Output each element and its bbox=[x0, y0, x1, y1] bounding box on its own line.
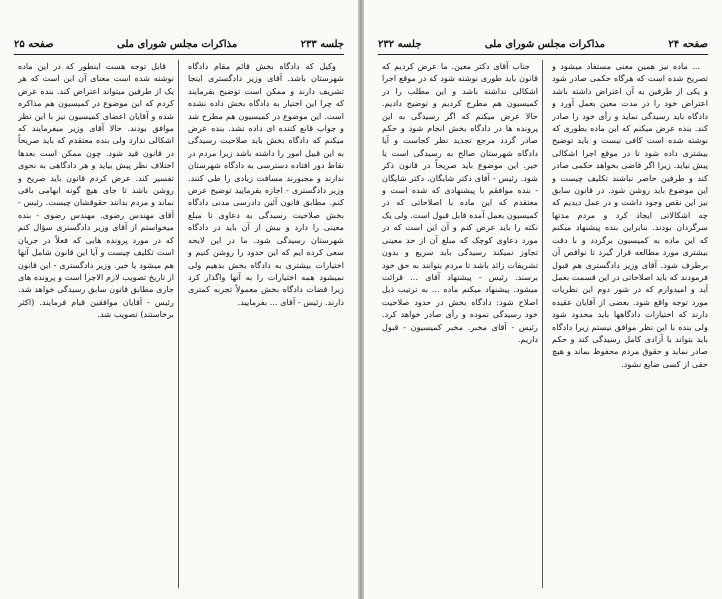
column-text: وکیل که دادگاه بخش قائم مقام دادگاه شهرستان باشد. آقای وزیر دادگستری اینجا تشریف دارند و ممکن است توضیح بفرمایند که چرا این اختیار به دادگاه بخش داده نشده است. این موضوع در کمیسیون هم مطرح شد و جواب قانع کننده ای داده نشد. بنده عرض میکنم که دادگاه بخش باید صلاحیت رسیدگی به این قبیل امور را داشته باشد زیرا مردم در نقاط دور افتاده دسترسی به دادگاه شهرستان ندارند و مجبورند مسافت زیادی را طی کنند. وزیر دادگستری - اجازه بفرمایید توضیح عرض کنم. مطابق قانون آئین دادرسی مدنی دادگاه بخش صلاحیت رسیدگی به دعاوی تا مبلغ معینی را دارد و بیش از آن باید در دادگاه شهرستان رسیدگی شود. ما در این لایحه سعی کرده ایم که این حدود را روشن کنیم و اختیارات بیشتری به دادگاه بخش بدهیم ولی نمیشود همه اختیارات را به آنها واگذار کرد زیرا قضات دادگاه بخش معمولاً تجربه کمتری دارند. رئیس - آقای ... بفرمایید. bbox=[188, 61, 344, 307]
header-rule bbox=[378, 54, 708, 55]
left-page bbox=[0, 0, 358, 599]
header-rule bbox=[14, 54, 344, 55]
text-column-left bbox=[382, 60, 538, 590]
column-text: قابل توجه هست اینطور که در این ماده نوشته شده است معنای آن این است که هر یک از طرفین میتواند اعتراض کند. بنده عرض کردم که این موضوع در کمیسیون هم مذاکره شده و آقایان اعضای کمیسیون نیز با این نظر موافق بودند. حالا آقای وزیر میفرمایند که اشکالی ندارد ولی بنده معتقدم که باید صریحاً در قانون قید شود. چون ممکن است بعدها اختلاف نظر پیش بیاید و هر دادگاهی به نحوی تفسیر کند. عرض کردم قانون باید صریح و روشن باشد تا جای هیچ گونه ابهامی باقی نماند و مردم بدانند حقوقشان چیست. رئیس - آقای مهندس رضوی. مهندس رضوی - بنده میخواستم از آقای وزیر دادگستری سؤال کنم که در مورد پرونده هایی که فعلاً در جریان است تکلیف چیست و آیا این قانون شامل آنها هم میشود یا خیر. وزیر دادگستری - این قانون از تاریخ تصویب لازم الاجرا است و پرونده های جاری مطابق قانون سابق رسیدگی خواهد شد. رئیس - آقایان موافقین قیام فرمایند. (اکثر برخاستند) تصویب شد. bbox=[18, 61, 174, 320]
right-page bbox=[364, 0, 722, 599]
column-text: جناب آقای دکتر معین. ما عرض کردیم که قانون باید طوری نوشته شود که در موقع اجرا اشکالی نداشته باشد و این مطلب را در کمیسیون هم مطرح کردیم و توضیح دادیم. حالا عرض میکنم که اگر رسیدگی به این پرونده ها در دادگاه بخش انجام شود و حکم صادر گردد مرجع تجدید نظر کجاست و آیا دادگاه شهرستان صالح به رسیدگی است یا خیر. این موضوع باید صریحاً در قانون ذکر شود. رئیس - آقای دکتر شایگان. دکتر شایگان - بنده موافقم با پیشنهادی که شده است و معتقدم که این ماده با اصلاحاتی که در کمیسیون بعمل آمده قابل قبول است. ولی یک نکته را باید عرض کنم و آن این است که در مورد دعاوی کوچک که مبلغ آن از حد معینی تجاوز نمیکند رسیدگی باید سریع و بدون تشریفات زائد باشد تا مردم بتوانند به حق خود برسند. رئیس - پیشنهاد آقای ... قرائت میشود. پیشنهاد میکنم ماده ... به ترتیب ذیل اصلاح شود: دادگاه بخش در حدود صلاحیت خود رسیدگی نموده و رأی صادر خواهد کرد. رئیس - آقای مخبر. مخبر کمیسیون - قبول داریم. bbox=[382, 61, 538, 344]
text-column-right bbox=[188, 60, 344, 590]
text-column-right bbox=[552, 60, 708, 590]
column-text: ... ماده نیز همین معنی مستفاد میشود و تصریح شده است که هرگاه حکمی صادر شود و یکی از طرفین به آن اعتراض داشته باشد اعتراض خود را در مدت معین بعمل آورد و دادگاه باید رسیدگی نماید و رأی خود را صادر کند. بنده عرض میکنم که این ماده بطوری که نوشته شده است کافی نیست و باید توضیح بیشتری داده شود تا در موقع اجرا اشکالی پیش نیاید. زیرا اگر قاضی بخواهد حکمی صادر کند و طرفین حاضر نباشند تکلیف چیست و این موضوع باید روشن شود. در قانون سابق نیز این نقص وجود داشت و در عمل دیدیم که چه اشکالاتی ایجاد کرد و مردم مدتها سرگردان بودند. بنابراین بنده پیشنهاد میکنم که این ماده به کمیسیون برگردد و با دقت بیشتری مورد مطالعه قرار گیرد تا نواقص آن برطرف شود. آقای وزیر دادگستری هم قبول فرمودند که باید اصلاحاتی در این قسمت بعمل آید و امیدوارم که در شور دوم این نظریات مورد توجه واقع شود. بعضی از آقایان عقیده دارند که اختیارات دادگاهها باید محدود شود ولی بنده با این نظر موافق نیستم زیرا دادگاه باید بتواند با آزادی کامل رسیدگی کند و حکم صادر نماید و حقوق مردم محفوظ بماند و هیچ حقی از کسی ضایع نشود. bbox=[552, 61, 708, 369]
page-number: صفحه ۲۵ bbox=[14, 38, 54, 50]
column-divider bbox=[542, 60, 543, 588]
page-header bbox=[378, 36, 708, 52]
page-header bbox=[14, 36, 344, 52]
column-divider bbox=[178, 60, 179, 588]
running-title: مذاکرات مجلس شورای ملی bbox=[484, 38, 605, 50]
running-title: مذاکرات مجلس شورای ملی bbox=[117, 38, 238, 50]
text-column-left bbox=[18, 60, 174, 590]
session-number: جلسه ۲۳۲ bbox=[378, 38, 422, 50]
page-number: صفحه ۲۴ bbox=[668, 38, 708, 50]
session-number: جلسه ۲۳۳ bbox=[300, 38, 344, 50]
